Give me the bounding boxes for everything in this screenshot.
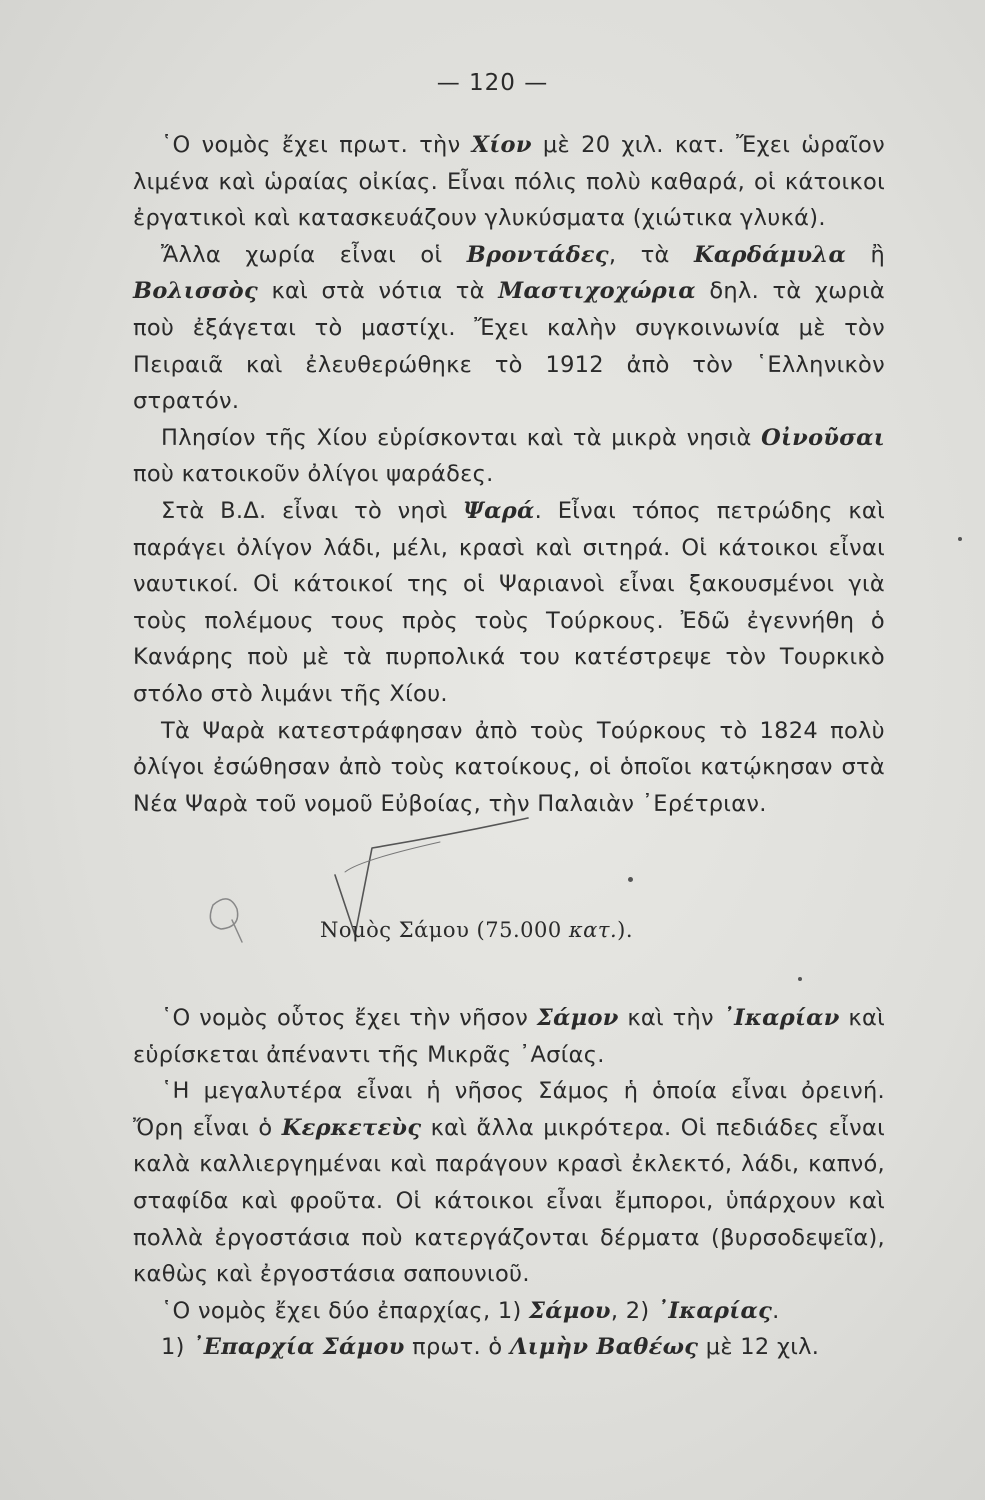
section-heading-samos: Νομὸς Σάμου (75.000 κατ.). xyxy=(320,918,634,942)
paragraph-psara-destruction: Τὰ Ψαρὰ κατεστράφησαν ἀπὸ τοὺς Τούρκους τὸ 1824 πολὺ ὀλίγοι ἐσώθησαν ἀπὸ τοὺς κατοίκους, οἱ ὁποῖοι κατῴκησαν στὰ Νέα Ψαρὰ τοῦ νομοῦ Εὐβοίας, τὴν Παλαιὰν ᾿Ερέτριαν. xyxy=(133,717,885,817)
place-name: Μαστιχοχώρια xyxy=(498,278,696,305)
place-name: ᾿Ικαρίαν xyxy=(722,1005,840,1031)
paragraph-psara: Στὰ Β.Δ. εἶναι τὸ νησὶ Ψαρά. Εἶναι τόπος πετρώδης καὶ παράγει ὀλίγον λάδι, μέλι, κρασὶ καὶ σιτηρά. Οἱ κάτοικοι εἶναι ναυτικοί. Οἱ κάτοικοί της οἱ Ψαριανοὶ εἶναι ξακουσμένοι γιὰ τοὺς πολέμους τους πρὸς τοὺς Τούρκους. Ἐδῶ ἐγεννήθη ὁ Κανάρης ποὺ μὲ τὰ πυρπολικά του κατέστρεψε τὸν Τουρκικὸ στόλο στὸ λιμάνι τῆς Χίου. xyxy=(133,497,885,707)
paragraph-samos-island: ῾Η μεγαλυτέρα εἶναι ἡ νῆσος Σάμος ἡ ὁποία εἶναι ὀρεινή. Ὄρη εἶναι ὁ Κερκετεὺς καὶ ἄλλα μικρότερα. Οἱ πεδιάδες εἶναι καλὰ καλλιεργημέναι καὶ παράγουν κρασὶ ἐκλεκτό, λάδι, καπνό, σταφίδα καὶ φροῦτα. Οἱ κάτοικοι εἶναι ἔμποροι, ὑπάρχουν καὶ πολλὰ ἐργοστάσια ποὺ κατεργάζονται δέρματα (βυρσοδεψεῖα), καθὼς καὶ ἐργοστάσια σαπουνιοῦ. xyxy=(133,1078,885,1288)
print-speck xyxy=(798,977,802,981)
place-name: ᾿Ικαρίας xyxy=(656,1297,773,1324)
chios-section xyxy=(133,127,885,822)
print-speck xyxy=(958,537,962,541)
page-number: — 120 — xyxy=(436,70,549,96)
place-name: Λιμὴν Βαθέως xyxy=(509,1334,699,1361)
paragraph-chios-capital: ῾Ο νομὸς ἔχει πρωτ. τὴν Χίον μὲ 20 χιλ. κατ. Ἔχει ὡραῖον λιμένα καὶ ὡραίας οἰκίας. Εἶναι πόλις πολὺ καθαρά, οἱ κάτοικοι ἐργατικοὶ καὶ κατασκευάζουν γλυκύσματα (χιώτικα γλυκά). xyxy=(133,132,885,232)
place-name: ᾿Επαρχία Σάμου xyxy=(192,1334,405,1361)
paragraph-samos-provinces: ῾Ο νομὸς ἔχει δύο ἐπαρχίας, 1) Σάμου, 2) ᾿Ικαρίας. xyxy=(161,1297,780,1324)
paragraph-samos-province-capital: 1) ᾿Επαρχία Σάμου πρωτ. ὁ Λιμὴν Βαθέως μὲ 12 χιλ. xyxy=(161,1334,820,1361)
print-speck xyxy=(628,877,633,882)
samos-section xyxy=(133,1000,885,1366)
place-name: Καρδάμυλα xyxy=(694,241,847,268)
place-name: Βολισσὸς xyxy=(133,278,258,305)
place-name: Ψαρά xyxy=(463,497,535,524)
place-name: Σάμον xyxy=(536,1005,619,1031)
place-name: Σάμου xyxy=(529,1297,611,1324)
paragraph-chios-villages: Ἄλλα χωρία εἶναι οἱ Βροντάδες, τὰ Καρδάμυλα ἢ Βολισσὸς καὶ στὰ νότια τὰ Μαστιχοχώρια δηλ. τὰ χωριὰ ποὺ ἐξάγεται τὸ μαστίχι. Ἔχει καλὴν συγκοινωνία μὲ τὸν Πειραιᾶ καὶ ἐλευθερώθηκε τὸ 1912 ἀπὸ τὸν ῾Ελληνικὸν στρατόν. xyxy=(133,241,885,415)
place-name: Χίον xyxy=(471,132,532,158)
paragraph-samos-intro: ῾Ο νομὸς οὗτος ἔχει τὴν νῆσον Σάμον καὶ τὴν ᾿Ικαρίαν καὶ εὑρίσκεται ἀπέναντι τῆς Μικρᾶς ᾿Ασίας. xyxy=(133,1005,885,1068)
place-name: Οἰνοῦσαι xyxy=(761,424,885,451)
place-name: Βροντάδες xyxy=(466,241,609,268)
place-name: Κερκετεὺς xyxy=(281,1114,422,1141)
paragraph-oinousses: Πλησίον τῆς Χίου εὑρίσκονται καὶ τὰ μικρὰ νησιὰ Οἰνοῦσαι ποὺ κατοικοῦν ὀλίγοι ψαράδες. xyxy=(133,424,885,488)
